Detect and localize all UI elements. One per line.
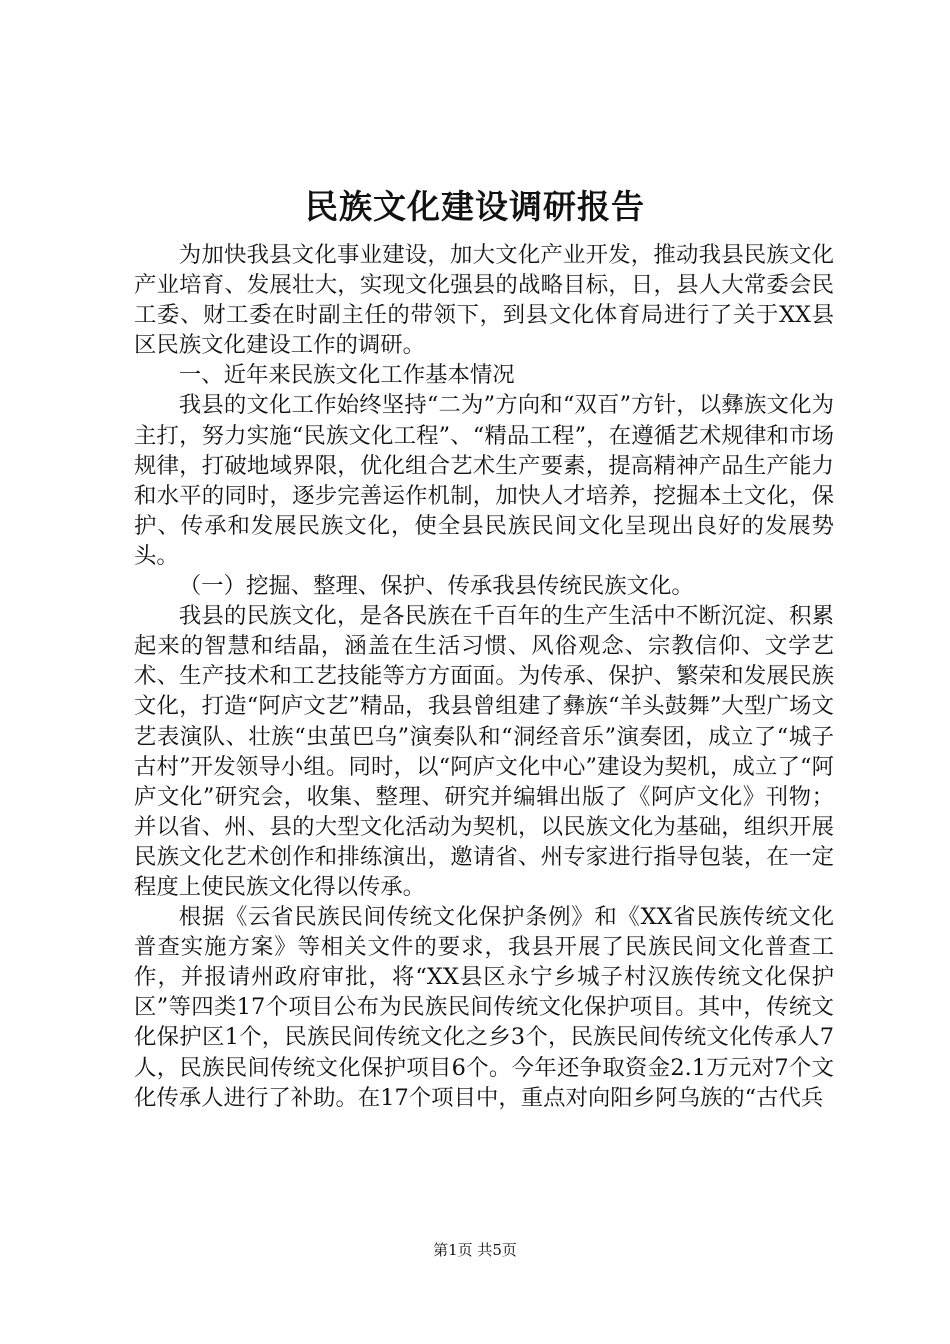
paragraph-heritage: 我县的民族文化，是各民族在千百年的生产生活中不断沉淀、积累起来的智慧和结晶，涵盖在生活习惯、风俗观念、宗教信仰、文学艺术、生产技术和工艺技能等方方面面。为传承、保护、繁荣和发展民族文化，打造“阿庐文艺”精品，我县曾组建了彝族“羊头鼓舞”大型广场文艺表演队、壮族“虫茧巴乌”演奏队和“洞经音乐”演奏团，成立了“城子古村”开发领导小组。同时，以“阿庐文化中心”建设为契机，成立了“阿庐文化”研究会，收集、整理、研究并编辑出版了《阿庐文化》刊物；并以省、州、县的大型文化活动为契机，以民族文化为基础，组织开展民族文化艺术创作和排练演出，邀请省、州专家进行指导包装，在一定程度上使民族文化得以传承。	[134, 603, 834, 900]
paragraph-intro: 为加快我县文化事业建设，加大文化产业开发，推动我县民族文化产业培育、发展壮大，实现文化强县的战略目标，日，县人大常委会民工委、财工委在时副主任的带领下，到县文化体育局进行了关于XX县区民族文化建设工作的调研。	[134, 242, 834, 359]
paragraph-survey: 根据《云省民族民间传统文化保护条例》和《XX省民族传统文化普查实施方案》等相关文件的要求，我县开展了民族民间文化普查工作，并报请州政府审批，将“XX县区永宁乡城子村汉族传统文化保护区”等四类17个项目公布为民族民间传统文化保护项目。其中，传统文化保护区1个，民族民间传统文化之乡3个，民族民间传统文化传承人7人，民族民间传统文化保护项目6个。今年还争取资金2.1万元对7个文化传承人进行了补助。在17个项目中，重点对向阳乡阿乌族的“古代兵	[134, 904, 834, 1111]
document-title: 民族文化建设调研报告	[305, 187, 645, 226]
document-body	[134, 240, 834, 1113]
paragraph-overview: 我县的文化工作始终坚持“二为”方向和“双百”方针，以彝族文化为主打，努力实施“民族文化工程”、“精品工程”，在遵循艺术规律和市场规律，打破地域界限，优化组合艺术生产要素，提高精神产品生产能力和水平的同时，逐步完善运作机制，加快人才培养，挖掘本土文化，保护、传承和发展民族文化，使全县民族民间文化呈现出良好的发展势头。	[134, 392, 834, 569]
page-number: 第1页 共5页	[433, 1241, 517, 1259]
section-heading-1: 一、近年来民族文化工作基本情况	[178, 362, 515, 389]
subsection-heading-1: （一）挖掘、整理、保护、传承我县传统民族文化。	[178, 573, 694, 600]
